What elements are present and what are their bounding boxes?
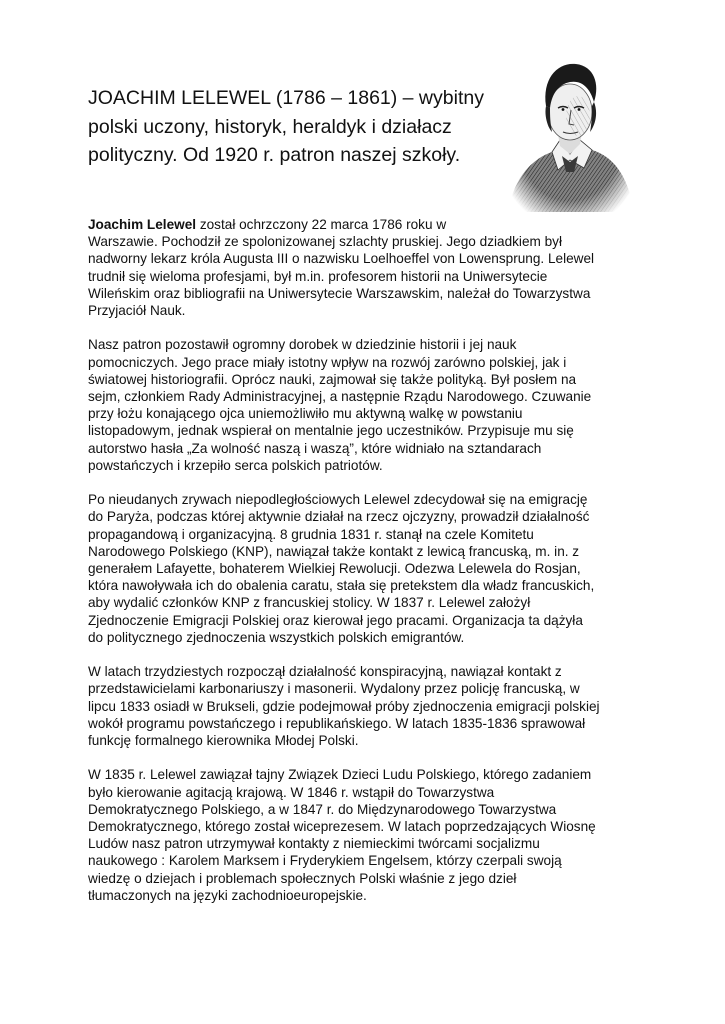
title-line: JOACHIM LELEWEL (1786 – 1861) – wybitny — [88, 87, 484, 109]
paragraph-line: trudnił się wieloma profesjami, był m.in. profesorem historii na Uniwersytecie — [88, 268, 548, 284]
paragraph-line: Zjednoczenie Emigracji Polskiej oraz kierował jego pracami. Organizacja ta dążyła — [88, 612, 583, 628]
paragraph-line: Nasz patron pozostawił ogromny dorobek w dziedzinie historii i jej nauk — [88, 337, 517, 353]
article-body — [88, 216, 654, 921]
paragraph-line: listopadowym, jednak wspierał on mentalnie jego uczestników. Przypisuje mu się — [88, 423, 574, 439]
paragraph-line: lipcu 1833 osiadł w Brukseli, gdzie podejmował próby zjednoczenia emigracji polskiej — [88, 698, 600, 714]
paragraph-line: autorstwo hasła „Za wolność naszą i waszą”, które widniało na sztandarach — [88, 440, 542, 456]
paragraph-line: funkcję formalnego kierownika Młodej Polski. — [88, 733, 359, 749]
paragraph-3 — [88, 491, 654, 646]
paragraph-line: Wileńskim oraz bibliografii na Uniwersytecie Warszawskim, należał do Towarzystwa — [88, 285, 591, 301]
paragraph-line: tłumaczonych na języki zachodnioeuropejskie. — [88, 887, 367, 903]
paragraph-line: Po nieudanych zrywach niepodległościowych Lelewel zdecydował się na emigrację — [88, 492, 588, 508]
subject-name: Joachim Lelewel — [88, 217, 197, 232]
paragraph-line: przedstawicielami karbonariuszy i masonerii. Wydalony przez policję francuską, w — [88, 681, 580, 697]
paragraph-line: W latach trzydziestych rozpoczął działalność konspiracyjną, nawiązał kontakt z — [88, 664, 562, 680]
paragraph-line: Ludów nasz patron utrzymywał kontakty z niemieckimi twórcami socjalizmu — [88, 836, 540, 852]
paragraph-line: która nawoływała ich do obalenia caratu, stała się pretekstem dla władz francuskich, — [88, 578, 595, 594]
paragraph-line: powstańczych i krzepiło serca polskich patriotów. — [88, 457, 383, 473]
paragraph-line: aby wydalić członków KNP z francuskiej stolicy. W 1837 r. Lelewel założył — [88, 595, 531, 611]
paragraph-line: propagandową i organizacyjną. 8 grudnia 1831 r. stanął na czele Komitetu — [88, 526, 534, 542]
paragraph-line: Warszawie. Pochodził ze spolonizowanej szlachty pruskiej. Jego dziadkiem był — [88, 234, 562, 250]
paragraph-line — [88, 216, 654, 233]
paragraph-line: nadworny lekarz króla Augusta III o nazwisku Loelhoeffel von Lowensprung. Lelewel — [88, 251, 595, 267]
paragraph-line: Przyjaciół Nauk. — [88, 303, 186, 319]
paragraph-line: Demokratycznego Polskiego, a w 1847 r. do Międzynarodowego Towarzystwa — [88, 801, 557, 817]
paragraph-line: naukowego : Karolem Marksem i Fryderykiem Engelsem, którzy czerpali swoją — [88, 853, 562, 869]
document-title — [88, 84, 508, 170]
paragraph-line: do Paryża, podczas której aktywnie działał na rzecz ojczyzny, prowadził działalność — [88, 509, 590, 525]
portrait-engraving — [500, 36, 640, 212]
paragraph-line: sejm, członkiem Rady Administracyjnej, a następnie Rządu Narodowego. Czuwanie — [88, 389, 592, 405]
paragraph-line: generałem Lafayette, bohaterem Wielkiej Rewolucji. Odezwa Lelewela do Rosjan, — [88, 561, 581, 577]
paragraph-line-text: został ochrzczony 22 marca 1786 roku w — [196, 217, 447, 232]
paragraph-line: było kierowanie agitacją krajową. W 1846 r. wstąpił do Towarzystwa — [88, 784, 495, 800]
title-line: polityczny. Od 1920 r. patron naszej szkoły. — [88, 144, 461, 166]
paragraph-4 — [88, 663, 654, 749]
paragraph-line: wokół programu powstańczego i republikańskiego. W latach 1835-1836 sprawował — [88, 715, 586, 731]
paragraph-line: Demokratycznego, którego został wiceprezesem. W latach poprzedzających Wiosnę — [88, 819, 596, 835]
paragraph-line: Narodowego Polskiego (KNP), nawiązał także kontakt z lewicą francuską, m. in. z — [88, 543, 580, 559]
paragraph-5 — [88, 766, 654, 904]
title-line: polski uczony, historyk, heraldyk i działacz — [88, 115, 452, 138]
paragraph-line: do politycznego zjednoczenia wszystkich polskich emigrantów. — [88, 629, 465, 645]
paragraph-line: W 1835 r. Lelewel zawiązał tajny Związek Dzieci Ludu Polskiego, którego zadaniem — [88, 767, 592, 783]
paragraph-line: wiedzę o dziejach i problemach społecznych Polski właśnie z jego dzieł — [88, 870, 517, 886]
paragraph-line: przy łożu konającego ojca uniemożliwiło mu aktywną walkę w powstaniu — [88, 406, 523, 422]
paragraph-1 — [88, 216, 654, 319]
paragraph-line: światowej historiografii. Oprócz nauki, zajmował się także polityką. Był posłem na — [88, 371, 577, 387]
paragraph-2 — [88, 336, 654, 474]
paragraph-line: pomocniczych. Jego prace miały istotny wpływ na rozwój zarówno polskiej, jak i — [88, 354, 567, 370]
